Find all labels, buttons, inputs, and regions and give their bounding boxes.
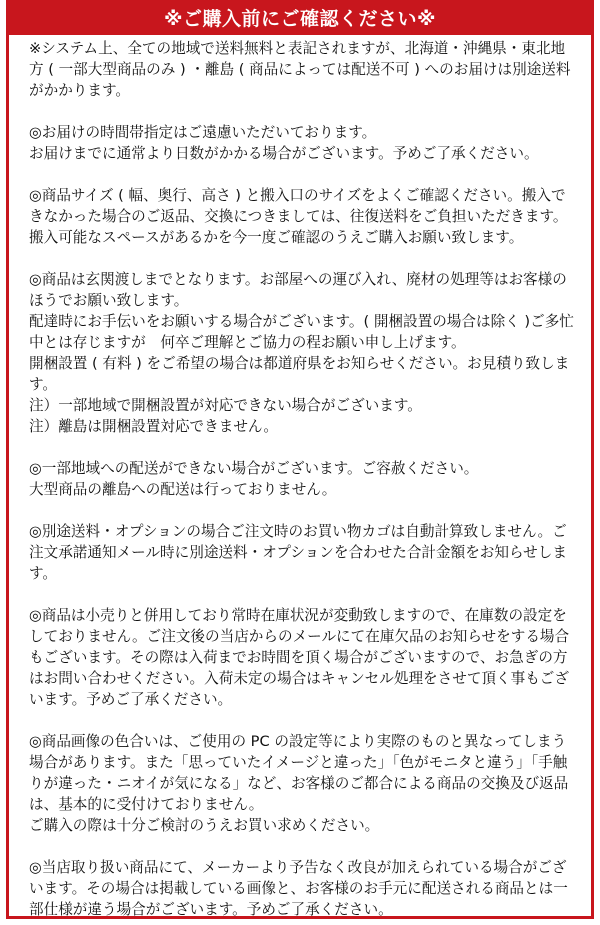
notice-note: 注）離島は開梱設置対応できません。 — [29, 418, 278, 435]
notice-section-shipping-fee — [29, 38, 575, 101]
notice-paragraph: 大型商品の離島への配送は行っておりません。 — [29, 481, 337, 498]
notice-section-delivery-time — [29, 122, 575, 164]
notice-paragraph: ◎別途送料・オプションの場合ご注文時のお買い物カゴは自動計算致しません。ご注文承諾通知メール時に別途送料・オプションを合わせた合計金額をお知らせします。 — [29, 523, 567, 582]
notice-paragraph: 配達時にお手伝いをお願いする場合がございます。( 開梱設置の場合は除く )ご多忙中とは存じますが 何卒ご理解とご協力の程お願い申し上げます。 — [29, 313, 574, 351]
notice-section-entrance-delivery — [29, 269, 575, 437]
notice-paragraph: ◎商品画像の色合いは、ご使用の PC の設定等により実際のものと異なってしまう場合があります。また「思っていたイメージと違った」「色がモニタと違う」「手触りが違った・ニオイが気になる」など、お客様のご都合による商品の交換及び返品は、基本的に受付けておりません。 — [29, 733, 569, 813]
notice-paragraph: 開梱設置 ( 有料 ) をご希望の場合は都道府県をお知らせください。お見積り致します。 — [29, 355, 570, 393]
notice-header — [9, 3, 591, 35]
notice-paragraph: お届けまでに通常より日数がかかる場合がございます。予めご了承ください。 — [29, 145, 539, 162]
notice-note: 注）一部地域で開梱設置が対応できない場合がございます。 — [29, 397, 422, 414]
notice-section-delivery-area — [29, 458, 575, 500]
notice-section-image-color — [29, 731, 575, 836]
notice-paragraph: ※システム上、全ての地域で送料無料と表記されますが、北海道・沖縄県・東北地方 ( 一部大型商品のみ ) ・離島 ( 商品によっては配送不可 ) へのお届けは別途送料がかかります。 — [29, 40, 571, 99]
notice-paragraph: ご購入の際は十分ご検討のうえお買い求めください。 — [29, 817, 380, 834]
notice-paragraph: ◎商品は玄関渡しまでとなります。お部屋への運び入れ、廃材の処理等はお客様のほうでお願い致します。 — [29, 271, 567, 309]
notice-box — [6, 0, 594, 919]
notice-section-stock — [29, 605, 575, 710]
notice-title: ※ご購入前にご確認ください※ — [164, 8, 436, 30]
notice-paragraph: ◎お届けの時間帯指定はご遠慮いただいております。 — [29, 124, 377, 141]
notice-section-product-size — [29, 185, 575, 248]
notice-section-product-change — [29, 857, 575, 920]
notice-body — [9, 35, 591, 920]
notice-paragraph: ◎商品サイズ ( 幅、奥行、高さ ) と搬入口のサイズをよくご確認ください。搬入できなかった場合のご返品、交換につきましては、往復送料をご負担いただきます。搬入可能なスペースがあるかを今一度ご確認のうえご購入お願い致します。 — [29, 187, 568, 246]
notice-paragraph: ◎当店取り扱い商品にて、メーカーより予告なく改良が加えられている場合がございます。その場合は掲載している画像と、お客様のお手元に配送される商品とは一部仕様が違う場合がございます。予めご了承ください。 — [29, 859, 568, 918]
notice-section-extra-shipping — [29, 521, 575, 584]
notice-paragraph: ◎商品は小売りと併用しており常時在庫状況が変動致しますので、在庫数の設定をしておりません。ご注文後の当店からのメールにて在庫欠品のお知らせをする場合もございます。その際は入荷までお時間を頂く場合がございますので、お急ぎの方はお問い合わせください。入荷未定の場合はキャンセル処理をさせて頂く事もございます。予めご了承ください。 — [29, 607, 570, 708]
notice-paragraph: ◎一部地域への配送ができない場合がございます。ご容赦ください。 — [29, 460, 479, 477]
